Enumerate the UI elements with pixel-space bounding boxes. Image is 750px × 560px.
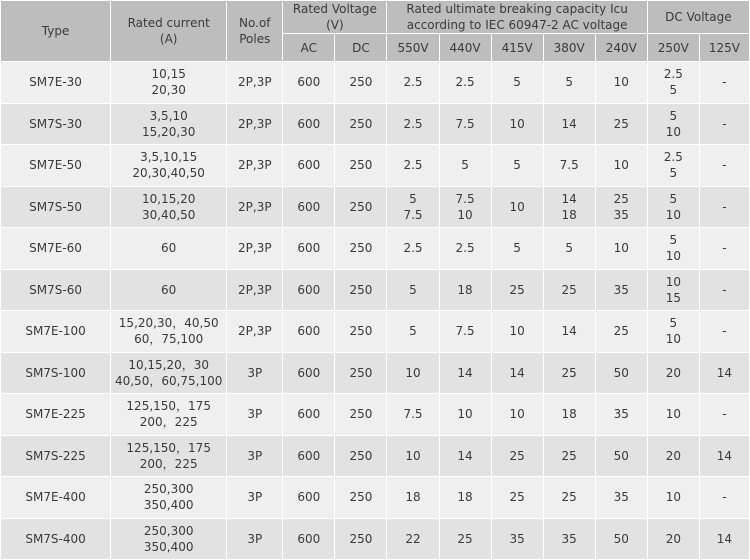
cell-240v-line: 50	[613, 365, 629, 380]
cell-550v-line: 2.5	[403, 241, 423, 256]
cell-240v-line: 10	[613, 158, 629, 173]
cell-250v-line: 2.5	[663, 67, 683, 82]
cell-550v-line: 5	[409, 191, 417, 206]
cell-125v	[699, 477, 749, 519]
cell-rated-current-line: 30,40,50	[141, 207, 196, 222]
cell-type: SM7E-225	[1, 394, 111, 436]
cell-poles: 3P	[227, 518, 283, 560]
table-row	[1, 145, 750, 187]
cell-rated-current-line: 10,15	[151, 67, 186, 82]
cell-ac-voltage: 600	[283, 145, 335, 187]
cell-poles: 2P,3P	[227, 311, 283, 353]
cell-type: SM7E-30	[1, 62, 111, 104]
cell-415v	[491, 62, 543, 104]
cell-type: SM7S-50	[1, 186, 111, 228]
cell-125v	[699, 103, 749, 145]
cell-550v	[387, 103, 439, 145]
cell-rated-current-line: 15,20,30	[141, 124, 196, 139]
cell-240v	[595, 145, 647, 187]
cell-rated-current-line: 15,20,30，40,50	[118, 316, 219, 331]
cell-poles: 2P,3P	[227, 269, 283, 311]
cell-rated-current	[111, 394, 227, 436]
cell-250v-line: 5	[669, 83, 678, 98]
cell-rated-current-line: 40,50，60,75,100	[114, 373, 223, 388]
cell-550v	[387, 352, 439, 394]
cell-550v	[387, 145, 439, 187]
cell-415v-line: 10	[509, 407, 525, 422]
cell-type: SM7S-225	[1, 435, 111, 477]
table-row	[1, 269, 750, 311]
cell-415v-line: 10	[509, 116, 525, 131]
header-poles: No.of Poles	[227, 1, 283, 62]
cell-dc-voltage: 250	[335, 518, 387, 560]
cell-rated-current-line: 250,300	[143, 523, 194, 538]
cell-380v	[543, 62, 595, 104]
cell-380v-line: 5	[565, 75, 573, 90]
cell-380v-line: 18	[561, 207, 577, 222]
cell-380v-line: 14	[561, 324, 577, 339]
cell-380v-line: 14	[561, 191, 577, 206]
cell-125v	[699, 311, 749, 353]
cell-ac-voltage: 600	[283, 435, 335, 477]
cell-dc-voltage: 250	[335, 228, 387, 270]
cell-550v	[387, 186, 439, 228]
cell-380v	[543, 352, 595, 394]
cell-250v-line: 5	[669, 166, 678, 181]
header-dc: DC	[335, 34, 387, 62]
cell-440v-line: 10	[457, 407, 473, 422]
cell-415v-line: 35	[509, 531, 525, 546]
cell-250v-line: 10	[665, 207, 681, 222]
cell-rated-current-line: 125,150，175	[126, 440, 211, 455]
cell-250v-line: 5	[669, 191, 678, 206]
cell-240v	[595, 228, 647, 270]
cell-240v	[595, 311, 647, 353]
cell-415v	[491, 394, 543, 436]
table-body	[1, 62, 750, 560]
cell-type: SM7E-50	[1, 145, 111, 187]
cell-380v	[543, 269, 595, 311]
cell-rated-current-line: 3,5,10	[149, 108, 188, 123]
cell-rated-current-line: 10,15,20，30	[128, 357, 210, 372]
cell-550v	[387, 477, 439, 519]
cell-415v	[491, 311, 543, 353]
cell-380v	[543, 477, 595, 519]
header-125v: 125V	[699, 34, 749, 62]
cell-125v-line: -	[722, 407, 727, 422]
cell-type: SM7S-60	[1, 269, 111, 311]
cell-dc-voltage: 250	[335, 145, 387, 187]
cell-440v-line: 7.5	[455, 324, 475, 339]
cell-125v-line: -	[722, 116, 727, 131]
cell-250v-line: 10	[665, 124, 681, 139]
cell-rated-current	[111, 228, 227, 270]
cell-440v-line: 2.5	[455, 75, 475, 90]
cell-250v	[647, 518, 699, 560]
cell-415v-line: 25	[509, 448, 525, 463]
cell-415v-line: 5	[513, 241, 521, 256]
cell-rated-current-line: 3,5,10,15	[140, 150, 198, 165]
header-rated-current: Rated current (A)	[111, 1, 227, 62]
cell-poles: 3P	[227, 394, 283, 436]
cell-rated-current-line: 60	[161, 241, 177, 256]
cell-440v-line: 5	[461, 158, 469, 173]
cell-440v	[439, 228, 491, 270]
cell-250v-line: 5	[669, 108, 678, 123]
cell-ac-voltage: 600	[283, 103, 335, 145]
cell-440v	[439, 435, 491, 477]
cell-550v-line: 7.5	[403, 407, 423, 422]
table-row	[1, 103, 750, 145]
header-rated-voltage: Rated Voltage (V)	[283, 1, 387, 34]
cell-240v	[595, 477, 647, 519]
cell-440v-line: 14	[457, 365, 473, 380]
cell-440v-line: 2.5	[455, 241, 475, 256]
cell-rated-current	[111, 435, 227, 477]
cell-415v	[491, 477, 543, 519]
cell-dc-voltage: 250	[335, 62, 387, 104]
cell-250v-line: 20	[665, 448, 681, 463]
cell-rated-current-line: 60	[161, 282, 177, 297]
table-row	[1, 477, 750, 519]
cell-380v-line: 5	[565, 241, 573, 256]
cell-poles: 2P,3P	[227, 228, 283, 270]
cell-550v	[387, 269, 439, 311]
cell-240v	[595, 352, 647, 394]
cell-380v-line: 25	[561, 448, 577, 463]
cell-440v	[439, 103, 491, 145]
cell-415v	[491, 518, 543, 560]
cell-250v-line: 15	[665, 290, 681, 305]
cell-240v-line: 35	[613, 407, 629, 422]
cell-550v-line: 2.5	[403, 158, 423, 173]
cell-ac-voltage: 600	[283, 62, 335, 104]
cell-380v	[543, 394, 595, 436]
cell-rated-current	[111, 103, 227, 145]
cell-240v	[595, 62, 647, 104]
cell-240v-line: 25	[613, 324, 629, 339]
cell-rated-current-line: 200，225	[139, 415, 198, 430]
cell-rated-current	[111, 62, 227, 104]
cell-415v	[491, 228, 543, 270]
cell-240v-line: 25	[613, 191, 629, 206]
cell-240v-line: 25	[613, 116, 629, 131]
cell-440v	[439, 269, 491, 311]
cell-415v	[491, 435, 543, 477]
cell-rated-current-line: 250,300	[143, 482, 194, 497]
cell-rated-current	[111, 352, 227, 394]
cell-125v	[699, 145, 749, 187]
cell-poles: 3P	[227, 477, 283, 519]
cell-ac-voltage: 600	[283, 269, 335, 311]
cell-ac-voltage: 600	[283, 186, 335, 228]
cell-440v	[439, 518, 491, 560]
cell-dc-voltage: 250	[335, 186, 387, 228]
cell-440v-line: 14	[457, 448, 473, 463]
cell-240v-line: 35	[613, 207, 629, 222]
cell-415v-line: 10	[509, 199, 525, 214]
cell-550v	[387, 62, 439, 104]
cell-250v-line: 20	[665, 531, 681, 546]
cell-250v	[647, 269, 699, 311]
cell-125v	[699, 186, 749, 228]
cell-240v-line: 35	[613, 282, 629, 297]
cell-440v	[439, 394, 491, 436]
header-440v: 440V	[439, 34, 491, 62]
cell-380v	[543, 518, 595, 560]
cell-440v	[439, 62, 491, 104]
cell-240v	[595, 518, 647, 560]
cell-415v-line: 14	[509, 365, 525, 380]
cell-550v-line: 18	[405, 490, 421, 505]
cell-poles: 2P,3P	[227, 145, 283, 187]
cell-dc-voltage: 250	[335, 311, 387, 353]
cell-125v-line: -	[722, 490, 727, 505]
cell-rated-current-line: 10,15,20	[141, 191, 196, 206]
cell-240v-line: 50	[613, 531, 629, 546]
cell-550v-line: 2.5	[403, 116, 423, 131]
cell-250v	[647, 394, 699, 436]
cell-415v	[491, 145, 543, 187]
cell-240v	[595, 186, 647, 228]
cell-440v-line: 25	[457, 531, 473, 546]
cell-550v-line: 7.5	[403, 207, 423, 222]
cell-415v	[491, 186, 543, 228]
cell-dc-voltage: 250	[335, 269, 387, 311]
table-row	[1, 394, 750, 436]
cell-ac-voltage: 600	[283, 518, 335, 560]
cell-550v-line: 10	[405, 365, 421, 380]
cell-poles: 2P,3P	[227, 103, 283, 145]
cell-550v-line: 5	[409, 282, 417, 297]
cell-250v-line: 10	[665, 407, 681, 422]
table-header	[1, 1, 750, 62]
cell-rated-current	[111, 145, 227, 187]
cell-ac-voltage: 600	[283, 228, 335, 270]
cell-dc-voltage: 250	[335, 352, 387, 394]
table-row	[1, 435, 750, 477]
cell-380v	[543, 186, 595, 228]
cell-rated-current-line: 350,400	[143, 498, 194, 513]
cell-440v-line: 18	[457, 490, 473, 505]
cell-240v	[595, 103, 647, 145]
cell-dc-voltage: 250	[335, 394, 387, 436]
cell-380v	[543, 435, 595, 477]
cell-ac-voltage: 600	[283, 311, 335, 353]
header-ac: AC	[283, 34, 335, 62]
cell-440v	[439, 352, 491, 394]
table-row	[1, 228, 750, 270]
cell-250v	[647, 477, 699, 519]
cell-250v-line: 2.5	[663, 150, 683, 165]
cell-250v-line: 10	[665, 332, 681, 347]
cell-125v-line: 14	[716, 448, 733, 463]
cell-440v-line: 10	[457, 207, 473, 222]
cell-550v	[387, 394, 439, 436]
cell-125v-line: 14	[716, 531, 733, 546]
cell-type: SM7S-400	[1, 518, 111, 560]
cell-380v-line: 18	[561, 407, 577, 422]
cell-380v	[543, 228, 595, 270]
cell-550v	[387, 228, 439, 270]
cell-125v	[699, 394, 749, 436]
cell-440v	[439, 145, 491, 187]
cell-240v-line: 10	[613, 75, 629, 90]
cell-250v	[647, 352, 699, 394]
cell-250v-line: 10	[665, 490, 681, 505]
cell-rated-current-line: 200，225	[139, 456, 198, 471]
cell-250v	[647, 311, 699, 353]
cell-type: SM7S-30	[1, 103, 111, 145]
cell-250v	[647, 103, 699, 145]
cell-rated-current-line: 125,150，175	[126, 399, 211, 414]
cell-240v-line: 50	[613, 448, 629, 463]
header-type: Type	[1, 1, 111, 62]
cell-250v-line: 5	[669, 233, 678, 248]
cell-type: SM7E-60	[1, 228, 111, 270]
cell-440v	[439, 186, 491, 228]
cell-415v-line: 25	[509, 490, 525, 505]
cell-550v	[387, 311, 439, 353]
cell-380v-line: 7.5	[559, 158, 579, 173]
cell-380v-line: 14	[561, 116, 577, 131]
cell-550v-line: 5	[409, 324, 417, 339]
cell-380v	[543, 103, 595, 145]
cell-550v	[387, 435, 439, 477]
cell-550v-line: 22	[405, 531, 421, 546]
cell-240v-line: 10	[613, 241, 629, 256]
cell-550v	[387, 518, 439, 560]
cell-440v-line: 18	[457, 282, 473, 297]
cell-440v	[439, 311, 491, 353]
header-250v: 250V	[647, 34, 699, 62]
cell-rated-current	[111, 518, 227, 560]
cell-rated-current-line: 350,400	[143, 539, 194, 554]
cell-type: SM7E-100	[1, 311, 111, 353]
cell-240v-line: 35	[613, 490, 629, 505]
cell-poles: 3P	[227, 435, 283, 477]
cell-380v-line: 25	[561, 282, 577, 297]
cell-125v	[699, 228, 749, 270]
cell-rated-current	[111, 311, 227, 353]
cell-rated-current	[111, 477, 227, 519]
table-row	[1, 518, 750, 560]
table-row	[1, 62, 750, 104]
cell-550v-line: 10	[405, 448, 421, 463]
header-dc-voltage: DC Voltage	[647, 1, 749, 34]
cell-125v	[699, 269, 749, 311]
cell-125v	[699, 518, 749, 560]
cell-380v-line: 25	[561, 365, 577, 380]
cell-250v	[647, 145, 699, 187]
cell-rated-current	[111, 269, 227, 311]
cell-250v-line: 20	[665, 365, 681, 380]
header-240v: 240V	[595, 34, 647, 62]
header-380v: 380V	[543, 34, 595, 62]
cell-type: SM7E-400	[1, 477, 111, 519]
cell-550v-line: 2.5	[403, 75, 423, 90]
cell-rated-current	[111, 186, 227, 228]
cell-125v-line: -	[722, 241, 727, 256]
cell-415v	[491, 103, 543, 145]
cell-440v-line: 7.5	[455, 191, 475, 206]
cell-240v	[595, 269, 647, 311]
cell-415v	[491, 352, 543, 394]
cell-ac-voltage: 600	[283, 477, 335, 519]
cell-250v-line: 10	[665, 249, 681, 264]
cell-415v-line: 10	[509, 324, 525, 339]
cell-380v	[543, 311, 595, 353]
cell-380v-line: 35	[561, 531, 577, 546]
cell-380v-line: 25	[561, 490, 577, 505]
cell-240v	[595, 394, 647, 436]
cell-125v	[699, 62, 749, 104]
cell-250v-line: 5	[669, 316, 678, 331]
cell-240v	[595, 435, 647, 477]
cell-type: SM7S-100	[1, 352, 111, 394]
cell-125v-line: -	[722, 199, 727, 214]
cell-rated-current-line: 60，75,100	[134, 332, 204, 347]
cell-415v-line: 25	[509, 282, 525, 297]
cell-poles: 2P,3P	[227, 62, 283, 104]
cell-415v-line: 5	[513, 75, 521, 90]
cell-250v	[647, 435, 699, 477]
cell-125v-line: -	[722, 158, 727, 173]
cell-125v-line: -	[722, 282, 727, 297]
cell-ac-voltage: 600	[283, 352, 335, 394]
header-550v: 550V	[387, 34, 439, 62]
cell-250v	[647, 228, 699, 270]
cell-125v-line: 14	[716, 365, 733, 380]
header-415v: 415V	[491, 34, 543, 62]
cell-dc-voltage: 250	[335, 477, 387, 519]
cell-poles: 3P	[227, 352, 283, 394]
cell-poles: 2P,3P	[227, 186, 283, 228]
cell-dc-voltage: 250	[335, 103, 387, 145]
cell-dc-voltage: 250	[335, 435, 387, 477]
cell-125v-line: -	[722, 324, 727, 339]
cell-250v	[647, 186, 699, 228]
cell-125v-line: -	[722, 75, 727, 90]
cell-440v-line: 7.5	[455, 116, 475, 131]
cell-415v-line: 5	[513, 158, 521, 173]
cell-250v-line: 10	[665, 274, 681, 289]
cell-125v	[699, 435, 749, 477]
cell-ac-voltage: 600	[283, 394, 335, 436]
table-row	[1, 311, 750, 353]
cell-rated-current-line: 20,30,40,50	[132, 166, 205, 181]
cell-415v	[491, 269, 543, 311]
table-row	[1, 186, 750, 228]
cell-380v	[543, 145, 595, 187]
cell-125v	[699, 352, 749, 394]
header-breaking-capacity: Rated ultimate breaking capacity Icu according to IEC 60947-2 AC voltage	[387, 1, 647, 34]
cell-250v	[647, 62, 699, 104]
cell-440v	[439, 477, 491, 519]
table-row	[1, 352, 750, 394]
cell-rated-current-line: 20,30	[151, 83, 186, 98]
